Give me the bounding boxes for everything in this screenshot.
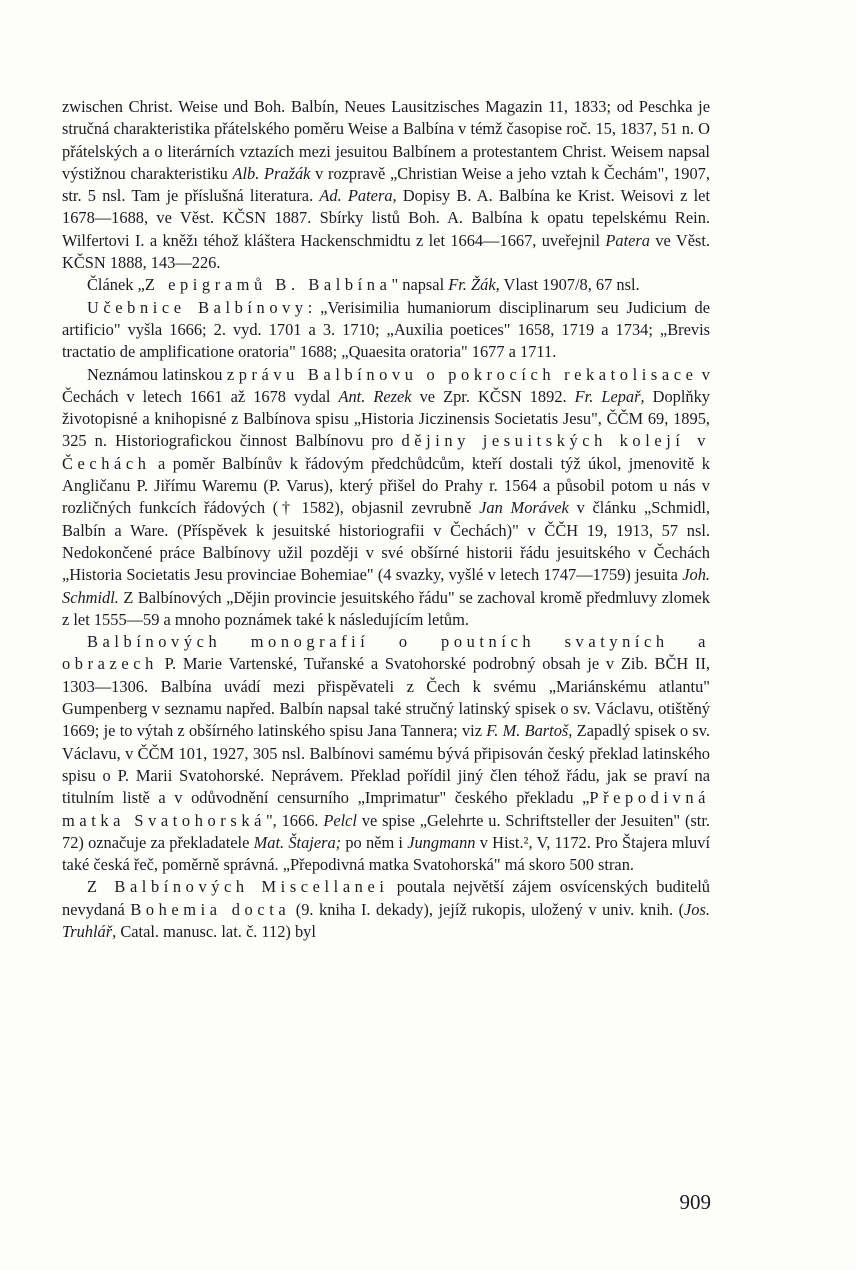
text-run: Zapadlý spisek o sv. Václavu, v ČČM 101, 1927, 305 nsl. Balbínovi samému bývá připisován český překlad latinského spisu o P. Marii Svatohorské. Neprávem. Překlad pořídil jiný člen téhož řádu, jak se praví na titulním listě a v odůvodnění censurního „Imprimatur" českého překladu „ — [62, 721, 710, 808]
text-run: po něm i — [341, 832, 408, 852]
text-run: Z Balbínových „Dějin provincie jesuitského řádu" se zachoval kromě předmluvy zlomek z let 1555—59 a mnoho poznámek také k následujícím letům. — [62, 587, 710, 629]
text-run: a poměr Balbínův k řádovým předchůdcům, kteří dostali týž úkol, jmenovitě k Angličanu P. Jiřímu Waremu (P. Varus), který přišel do Prahy r. 1564 a působil potom u nás v rozličných funkcích řádových († 1582), objasnil zevrubně — [62, 453, 710, 518]
text-run: Doplňky životopisné a knihopisné z Balbínova spisu „Historia Jiczinensis Societatis Jesu", ČČM 69, 1895, 325 n. Historiografickou činnost Balbínovu pro — [62, 386, 711, 451]
italic-name: Mat. Štajera; — [253, 832, 342, 852]
italic-name: Pelcl — [323, 810, 357, 830]
text-run: ve spise „Gelehrte u. Schriftsteller der Jesuiten" (str. 72) označuje za překladatele — [62, 810, 710, 852]
text-run: Catal. manusc. lat. č. 112) byl — [116, 921, 316, 941]
spaced-emphasis: Bohemia docta — [130, 899, 291, 919]
paragraph-rekatolisace — [62, 364, 710, 632]
italic-name: Alb. Pražák — [232, 163, 311, 183]
italic-name: Ant. Rezek — [338, 386, 412, 406]
body-text — [62, 96, 710, 943]
text-run: v rozpravě „Christian Weise a jeho vztah k Čechám", 1907, str. 5 nsl. Tam je příslušná literatura. — [62, 163, 710, 206]
text-run: v Čechách v letech 1661 až 1678 vydal — [62, 364, 710, 406]
spaced-emphasis: Z Balbínových Miscellanei — [87, 877, 389, 897]
paragraph-weise-balbin — [62, 96, 710, 274]
text-run: Neznámou latinskou — [87, 364, 227, 384]
text-run: ", 1666. — [265, 810, 324, 830]
text-run: Dopisy B. A. Balbína ke Krist. Weisovi z let 1678—1688, ve Věst. KČSN 1887. Sbírky listů Boh. A. Balbína k opatu tepelskému Rein. Wilfertovi I. a kněžı téhož kláštera Hackenschmidtu z let 1664—1667, uveřejnil — [62, 186, 710, 250]
italic-name: Jos. Truhlář, — [62, 899, 710, 941]
text-run: v Hist.², V, 1172. Pro Štajera mluví také česká řeč, poměrně správná. „Přepodivná matka Svatohorská" má skoro 500 stran. — [62, 832, 710, 875]
text-run: poutala největší zájem osvícenských buditelů nevydaná — [62, 877, 711, 919]
text-run: v článku „Schmidl, Balbín a Ware. (Příspěvek k jesuitské historiografii v Čechách)" v ČČH 19, 1913, 57 nsl. Nedokončené práce Balbínovy užil později v své obšírné historii řádu jesuitského v Čechách „Historia Societatis Jesu provinciae Bohemiae" (4 svazky, vyšlé v letech 1747—1759) jesuita — [62, 498, 710, 585]
paragraph-monografie — [62, 631, 710, 876]
text-run: " napsal — [391, 275, 449, 295]
paragraph-miscellanea — [62, 876, 710, 943]
italic-name: Ad. Patera, — [319, 186, 397, 206]
text-run: P. Marie Vartenské, Tuřanské a Svatohorské podrobný obsah je v Zib. BČH II, 1303—1306. Balbína uvádí mezi přispěvateli z Čech k svému „Mariánskému atlantu" Gumpenberg v seznamu napřed. Balbín napsal také stručný latinský spisek o sv. Václavu, otištěný 1669; je to výtah z obšírného latinského spisu Jana Tannera; viz — [62, 654, 710, 741]
text-run: ve Zpr. KČSN 1892. — [411, 386, 575, 406]
paragraph-epigramy — [62, 274, 710, 296]
text-run: Článek „ — [87, 275, 145, 295]
spaced-emphasis: Balbínových monografií o poutních svatyních a obrazech — [62, 632, 710, 674]
italic-name: Jungmann — [407, 832, 476, 852]
italic-name: Fr. Lepař, — [574, 386, 645, 406]
text-run: Vlast 1907/8, 67 nsl. — [499, 275, 640, 295]
paragraph-ucebnice — [62, 297, 710, 364]
italic-name: Jan Morávek — [479, 498, 569, 518]
italic-name: Joh. Schmidl. — [62, 565, 710, 607]
italic-name: Fr. Žák, — [448, 275, 500, 295]
text-run: : „Verisimilia humaniorum disciplinarum seu Judicium de artificio" vyšla 1666; 2. vyd. 1701 a 3. 1710; „Auxilia poetices" 1658, 1719 a 1734; „Brevis tractatio de amplificatione oratoria" 1688; „Quaesita oratoria" 1677 a 1711. — [62, 297, 710, 362]
spaced-emphasis: zprávu Balbínovu o pokrocích rekatolisace — [226, 364, 698, 384]
spaced-emphasis: dějiny jesuitských kolejí v Čechách — [62, 431, 710, 473]
text-run: zwischen Christ. Weise und Boh. Balbín, Neues Lausitzisches Magazin 11, 1833; od Peschka je stručná charakteristika přátelského poměru Weise a Balbína v témž časopise roč. 15, 1837, 51 n. O přátelských a o literárních vztazích mezi jesuitou Balbínem a protestantem Christ. Weisem napsal výstižnou charakteristiku — [62, 97, 710, 183]
page-number: 909 — [679, 1190, 711, 1214]
spaced-emphasis: Z epigramů B. Balbína — [144, 275, 392, 295]
text-run: ve Věst. KČSN 1888, 143—226. — [62, 230, 710, 273]
spaced-emphasis: Učebnice Balbínovy — [87, 297, 308, 317]
italic-name: Patera — [605, 230, 650, 250]
italic-name: F. M. Bartoš, — [486, 721, 573, 741]
spaced-emphasis: Přepodivná matka Svatohorská — [62, 788, 710, 830]
text-run: (9. kniha I. dekady), jejíž rukopis, uložený v univ. knih. ( — [290, 899, 685, 919]
